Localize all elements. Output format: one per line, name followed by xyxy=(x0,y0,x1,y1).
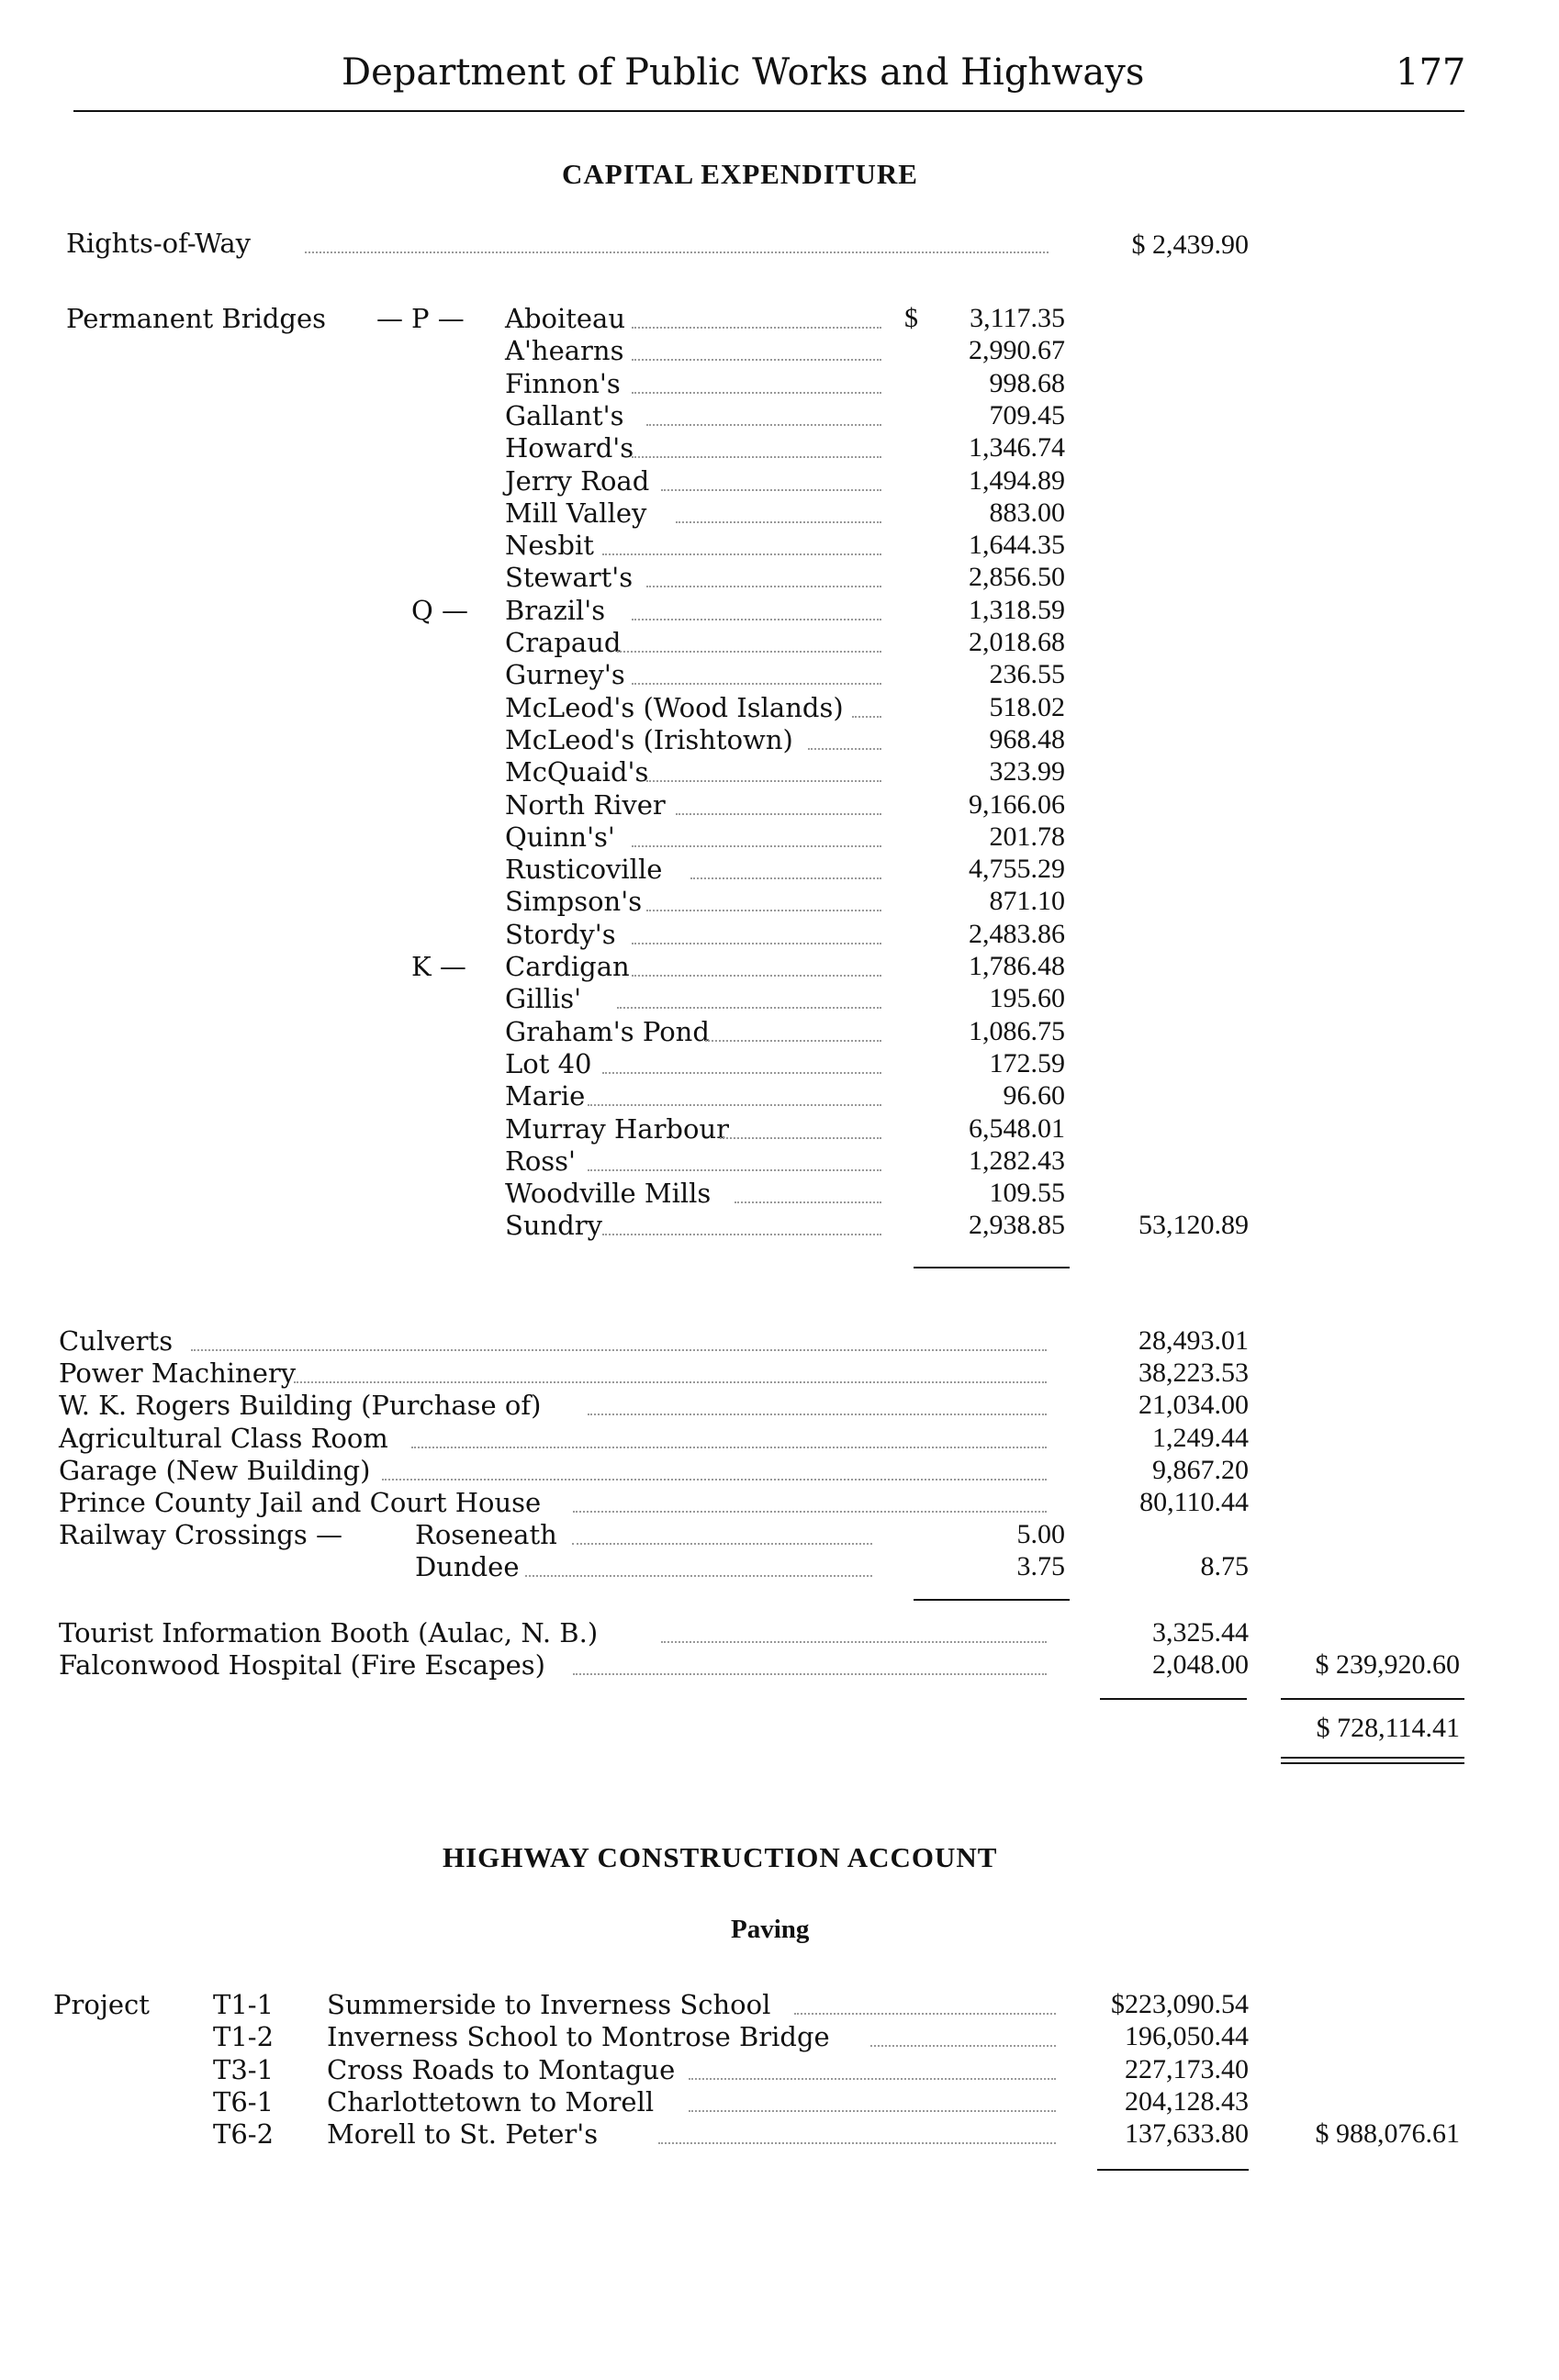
project-amount: 137,633.80 xyxy=(1125,2118,1249,2150)
capital-item-amount: 9,867.20 xyxy=(1152,1454,1249,1485)
bridge-amount: 172.59 xyxy=(989,1047,1065,1078)
railway-crossing-amount: 3.75 xyxy=(1016,1551,1065,1582)
total-rule-right xyxy=(1281,1698,1464,1700)
leader-dots xyxy=(632,392,881,394)
bridge-amount: 2,018.68 xyxy=(969,627,1065,657)
leader-dots xyxy=(632,456,881,458)
leader-dots xyxy=(602,1072,881,1074)
bridge-name: Mill Valley xyxy=(505,497,647,529)
project-description: Morell to St. Peter's xyxy=(327,2118,599,2151)
bridge-name: Crapaud xyxy=(505,627,622,658)
leader-dots xyxy=(572,1543,872,1545)
bridge-amount: 6,548.01 xyxy=(969,1112,1065,1144)
page-number: 177 xyxy=(1396,51,1466,94)
leader-dots xyxy=(646,780,881,782)
bridge-name: Jerry Road xyxy=(505,464,650,497)
leader-dots xyxy=(602,553,881,555)
bridge-name: Nesbit xyxy=(505,530,594,562)
bridge-amount: 2,483.86 xyxy=(969,918,1065,949)
bridges-subtotal-rule xyxy=(914,1267,1070,1268)
capital-subtotal: $ 239,920.60 xyxy=(1315,1649,1460,1681)
leader-dots xyxy=(632,619,881,620)
leader-dots xyxy=(294,1381,1047,1383)
capital-item-amount: 2,048.00 xyxy=(1152,1649,1249,1681)
bridges-dash: — xyxy=(376,303,403,334)
leader-dots xyxy=(689,2110,1057,2112)
bridge-amount: 968.48 xyxy=(989,723,1065,754)
grand-total-rule-2 xyxy=(1281,1762,1464,1764)
bridge-amount: 3,117.35 xyxy=(970,303,1065,333)
project-amount: 227,173.40 xyxy=(1125,2053,1249,2084)
leader-dots xyxy=(191,1349,1047,1351)
bridge-name: Stordy's xyxy=(505,918,616,950)
project-description: Cross Roads to Montague xyxy=(327,2053,676,2085)
leader-dots xyxy=(646,586,881,587)
bridge-amount: 195.60 xyxy=(989,983,1065,1014)
bridge-name: Ross' xyxy=(505,1145,577,1177)
rights-of-way-amount: $ 2,439.90 xyxy=(1131,229,1249,260)
subsection-paving: Paving xyxy=(731,1915,810,1944)
bridge-name: Brazil's xyxy=(505,594,606,626)
bridge-amount: 2,856.50 xyxy=(969,562,1065,593)
bridge-amount: 4,755.29 xyxy=(969,854,1065,885)
project-code: T6-2 xyxy=(213,2118,275,2151)
bridge-amount: 871.10 xyxy=(989,886,1065,917)
leader-dots xyxy=(705,1040,881,1042)
bridge-amount: 1,086.75 xyxy=(969,1015,1065,1046)
railway-subtotal: 8.75 xyxy=(1200,1551,1249,1582)
running-header: Department of Public Works and Highways xyxy=(342,51,1145,94)
bridge-amount: 323.99 xyxy=(989,756,1065,788)
bridges-label: Permanent Bridges xyxy=(66,303,327,334)
bridge-name: Marie xyxy=(505,1080,586,1112)
bridge-name: Woodville Mills xyxy=(505,1178,712,1210)
section-title-capital: CAPITAL EXPENDITURE xyxy=(562,158,918,190)
bridge-name: Finnon's xyxy=(505,367,621,399)
capital-item-label: Tourist Information Booth (Aulac, N. B.) xyxy=(59,1617,599,1648)
leader-dots xyxy=(632,359,881,361)
bridge-name: Rusticoville xyxy=(505,854,663,886)
leader-dots xyxy=(588,1169,881,1171)
leader-dots xyxy=(617,1007,881,1009)
leader-dots xyxy=(646,910,881,911)
railway-crossing-name: Roseneath xyxy=(415,1519,557,1551)
leader-dots xyxy=(632,845,881,847)
capital-item-label: Culverts xyxy=(59,1325,174,1357)
leader-dots xyxy=(617,651,881,653)
leader-dots xyxy=(632,327,881,329)
bridge-amount: 2,990.67 xyxy=(969,335,1065,366)
bridge-name: Lot 40 xyxy=(505,1047,592,1079)
bridge-name: McLeod's (Irishtown) xyxy=(505,723,793,755)
bridge-name: Simpson's xyxy=(505,886,643,918)
bridge-name: McQuaid's xyxy=(505,756,649,788)
capital-item-label: Falconwood Hospital (Fire Escapes) xyxy=(59,1649,545,1682)
capital-item-amount: 3,325.44 xyxy=(1152,1617,1249,1648)
railway-subtotal-rule xyxy=(914,1599,1070,1601)
bridge-name: Howard's xyxy=(505,432,634,464)
project-code: T1-2 xyxy=(213,2021,275,2053)
bridge-name: North River xyxy=(505,788,666,821)
capital-item-label: Power Machinery xyxy=(59,1358,297,1390)
capital-item-label: Garage (New Building) xyxy=(59,1454,371,1486)
leader-dots xyxy=(852,716,881,718)
capital-item-label: Agricultural Class Room xyxy=(59,1422,388,1454)
bridge-amount: 883.00 xyxy=(989,497,1065,528)
project-amount: 204,128.43 xyxy=(1125,2085,1249,2117)
railway-crossing-amount: 5.00 xyxy=(1016,1519,1065,1550)
project-amount: $223,090.54 xyxy=(1111,1989,1249,2019)
capital-item-label: Prince County Jail and Court House xyxy=(59,1487,542,1518)
bridge-amount: 1,282.43 xyxy=(969,1145,1065,1176)
bridges-subtotal: 53,120.89 xyxy=(1138,1210,1249,1241)
bridge-group-code: P — xyxy=(411,303,465,334)
bridge-amount: 1,318.59 xyxy=(969,594,1065,625)
bridge-group-code: Q — xyxy=(411,594,468,626)
bridge-amount: 236.55 xyxy=(989,659,1065,690)
leader-dots xyxy=(602,1234,881,1235)
bridge-amount: 709.45 xyxy=(989,399,1065,430)
bridge-name: McLeod's (Wood Islands) xyxy=(505,691,844,723)
project-code: T6-1 xyxy=(213,2085,275,2117)
bridge-name: Sundry xyxy=(505,1210,603,1242)
bridge-name: Cardigan xyxy=(505,951,630,982)
capital-item-amount: 1,249.44 xyxy=(1152,1422,1249,1453)
leader-dots xyxy=(676,813,881,815)
bridge-amount: 1,786.48 xyxy=(969,951,1065,981)
project-amount: 196,050.44 xyxy=(1125,2021,1249,2052)
leader-dots xyxy=(588,1104,881,1106)
capital-item-amount: 28,493.01 xyxy=(1138,1325,1249,1356)
rights-of-way-label: Rights-of-Way xyxy=(66,228,252,259)
bridge-name: Quinn's' xyxy=(505,821,615,853)
capital-item-amount: 21,034.00 xyxy=(1138,1390,1249,1421)
dollar-sign: $ xyxy=(904,303,918,333)
leader-dots xyxy=(658,2142,1057,2144)
leader-dots xyxy=(690,877,881,879)
projects-total: $ 988,076.61 xyxy=(1315,2118,1460,2150)
leader-dots xyxy=(661,489,881,491)
projects-total-rule xyxy=(1097,2169,1249,2171)
project-label: Project xyxy=(53,1989,150,2020)
leader-dots xyxy=(573,1511,1047,1513)
bridge-name: Gurney's xyxy=(505,659,625,691)
bridge-amount: 201.78 xyxy=(989,821,1065,852)
bridge-name: Aboiteau xyxy=(505,303,626,334)
leader-dots xyxy=(632,943,881,944)
total-rule-left xyxy=(1100,1698,1247,1700)
project-description: Inverness School to Montrose Bridge xyxy=(327,2021,830,2053)
bridge-amount: 518.02 xyxy=(989,691,1065,722)
header-rule xyxy=(73,110,1464,112)
leader-dots xyxy=(794,2013,1056,2015)
bridge-name: Graham's Pond xyxy=(505,1015,710,1047)
capital-item-label: W. K. Rogers Building (Purchase of) xyxy=(59,1390,542,1422)
leader-dots xyxy=(720,1137,881,1139)
capital-item-amount: 80,110.44 xyxy=(1139,1487,1249,1517)
bridge-amount: 1,644.35 xyxy=(969,530,1065,561)
bridge-amount: 96.60 xyxy=(1003,1080,1065,1112)
bridge-name: Stewart's xyxy=(505,562,634,594)
leader-dots xyxy=(735,1201,881,1203)
bridge-amount: 109.55 xyxy=(989,1178,1065,1209)
grand-total: $ 728,114.41 xyxy=(1316,1713,1460,1743)
leader-dots xyxy=(676,521,881,523)
leader-dots xyxy=(870,2045,1057,2047)
bridge-name: Gillis' xyxy=(505,983,582,1015)
leader-dots xyxy=(588,1413,1047,1415)
project-description: Charlottetown to Morell xyxy=(327,2085,655,2117)
bridge-amount: 1,346.74 xyxy=(969,432,1065,464)
bridge-amount: 998.68 xyxy=(989,367,1065,398)
section-title-highway: HIGHWAY CONSTRUCTION ACCOUNT xyxy=(443,1841,998,1873)
railway-label: Railway Crossings — xyxy=(59,1519,342,1551)
bridge-group-code: K — xyxy=(411,951,466,982)
project-code: T3-1 xyxy=(213,2053,275,2085)
railway-crossing-name: Dundee xyxy=(415,1551,520,1583)
bridge-amount: 2,938.85 xyxy=(969,1210,1065,1241)
leader-dots xyxy=(808,748,881,750)
leader-dots xyxy=(525,1575,872,1577)
bridge-name: Gallant's xyxy=(505,399,624,431)
bridge-name: A'hearns xyxy=(505,335,624,367)
leader-dots xyxy=(661,1641,1047,1643)
bridge-name: Murray Harbour xyxy=(505,1112,729,1145)
leader-dots xyxy=(632,683,881,685)
bridge-amount: 1,494.89 xyxy=(969,464,1065,496)
leader-dots xyxy=(689,2078,1057,2080)
leader-dots xyxy=(646,424,881,426)
project-description: Summerside to Inverness School xyxy=(327,1989,771,2020)
project-code: T1-1 xyxy=(213,1989,275,2020)
leader-dots xyxy=(632,975,881,977)
leader-dots xyxy=(305,251,1049,253)
leader-dots xyxy=(382,1479,1047,1481)
bridge-amount: 9,166.06 xyxy=(969,788,1065,820)
capital-item-amount: 38,223.53 xyxy=(1138,1358,1249,1389)
leader-dots xyxy=(573,1673,1047,1675)
grand-total-rule-1 xyxy=(1281,1757,1464,1759)
leader-dots xyxy=(411,1447,1047,1448)
